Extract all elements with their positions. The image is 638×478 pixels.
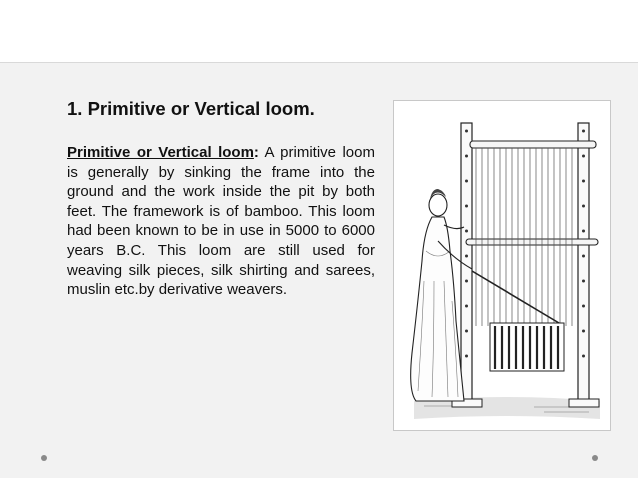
term-colon: :	[253, 144, 259, 161]
paragraph-text: A primitive loom is generally by sinking the frame into the ground and the work inside the pit by both feet. The framework is of bamboo. This loom had been known to be in use in 5000 to 6000 years B.C. This loom are still used for weaving silk pieces, silk shirting and sarees, muslin etc.by derivative weavers.	[67, 144, 375, 299]
term-label: Primitive or Vertical loom	[67, 144, 254, 161]
loom-illustration	[393, 100, 611, 431]
warp-threads	[476, 148, 572, 326]
middle-beam	[466, 239, 598, 245]
shuttle-stick	[472, 271, 559, 323]
top-beam	[470, 141, 596, 148]
header-divider	[0, 62, 638, 63]
left-bullet-dot	[41, 455, 47, 461]
weaver-head	[429, 194, 447, 216]
slide-title: 1. Primitive or Vertical loom.	[67, 98, 315, 119]
loom-left-post	[461, 123, 472, 405]
right-foot	[569, 399, 599, 407]
body-paragraph	[67, 143, 375, 300]
right-bullet-dot	[592, 455, 598, 461]
header-band	[0, 0, 638, 62]
loom-drawing	[394, 101, 610, 430]
loom-right-post	[578, 123, 589, 405]
weaver-dress	[411, 217, 464, 401]
